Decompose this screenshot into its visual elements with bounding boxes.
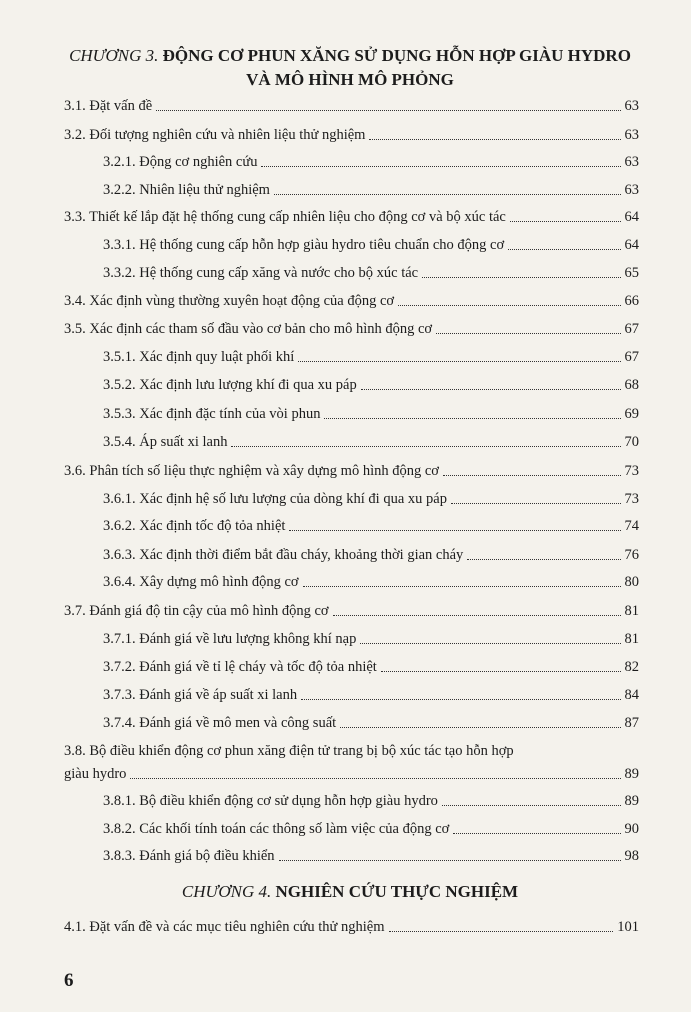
toc-entry-title: 3.2. Đối tượng nghiên cứu và nhiên liệu thử nghiệm — [64, 127, 366, 143]
toc-entry — [103, 818, 639, 838]
toc-entry-title: 3.8.1. Bộ điều khiển động cơ sử dụng hỗn hợp giàu hydro — [103, 793, 438, 809]
chapter-4-title: NGHIÊN CỨU THỰC NGHIỆM — [275, 882, 519, 901]
toc-entry-title: 4.1. Đặt vấn đề và các mục tiêu nghiên cứu thử nghiệm — [64, 919, 385, 935]
leader-dots — [508, 248, 620, 250]
leader-dots — [389, 930, 614, 932]
leader-dots — [333, 614, 621, 616]
leader-dots — [231, 445, 620, 447]
chapter-3-label: CHƯƠNG 3. — [69, 46, 159, 65]
page-number: 6 — [64, 970, 74, 991]
toc-entry — [103, 431, 639, 451]
toc-entry-page: 76 — [624, 547, 639, 563]
toc-entry-3-8-line1: 3.8. Bộ điều khiển động cơ phun xăng điện tử trang bị bộ xúc tác tạo hỗn hợp — [64, 743, 514, 759]
chapter-4-label: CHƯƠNG 4. — [181, 882, 272, 901]
toc-entry-page: 67 — [624, 321, 639, 337]
toc-entry — [103, 374, 639, 394]
leader-dots — [451, 502, 621, 504]
toc-entry-page: 64 — [624, 237, 639, 253]
toc-entry — [103, 151, 639, 171]
toc-entry-page: 63 — [624, 154, 639, 170]
toc-entry — [103, 346, 639, 366]
leader-dots — [422, 276, 620, 278]
leader-dots — [340, 726, 620, 728]
toc-entry-title: 3.6. Phân tích số liệu thực nghiệm và xây dựng mô hình động cơ — [64, 463, 439, 479]
toc-entry-title: 3.8.2. Các khối tính toán các thông số làm việc của động cơ — [103, 821, 450, 837]
toc-entry-title: 3.6.4. Xây dựng mô hình động cơ — [103, 574, 299, 590]
toc-entry-page: 73 — [624, 491, 639, 507]
toc-entry — [103, 628, 639, 648]
toc-entry — [103, 712, 639, 732]
toc-entry-title: 3.8.3. Đánh giá bộ điều khiển — [103, 848, 275, 864]
toc-entry-title: 3.7. Đánh giá độ tin cậy của mô hình động cơ — [64, 603, 329, 619]
toc-entry — [103, 488, 639, 508]
toc-entry-title: 3.3.2. Hệ thống cung cấp xăng và nước cho bộ xúc tác — [103, 265, 419, 281]
toc-entry — [103, 544, 639, 564]
toc-entry-page: 63 — [624, 98, 639, 114]
toc-entry — [64, 124, 639, 144]
toc-entry-title: 3.5.4. Áp suất xi lanh — [103, 434, 228, 450]
toc-entry-title: giàu hydro — [64, 766, 127, 782]
toc-entry-title: 3.3.1. Hệ thống cung cấp hỗn hợp giàu hydro tiêu chuẩn cho động cơ — [103, 237, 505, 253]
toc-entry — [103, 234, 639, 254]
toc-entry-page: 63 — [624, 127, 639, 143]
chapter-3-title-line1 — [40, 44, 660, 68]
toc-entry — [64, 95, 639, 115]
toc-entry-page: 70 — [624, 434, 639, 450]
toc-entry-page: 69 — [624, 406, 639, 422]
chapter-3-heading — [40, 44, 660, 92]
toc-entry-page: 74 — [624, 518, 639, 534]
toc-entry-title: 3.1. Đặt vấn đề — [64, 98, 153, 114]
leader-dots — [442, 804, 621, 806]
toc-entry-page: 65 — [624, 265, 639, 281]
toc-entry — [103, 790, 639, 810]
toc-entry-page: 101 — [617, 919, 639, 935]
toc-entry-page: 67 — [624, 349, 639, 365]
toc-entry-title: 3.6.3. Xác định thời điểm bắt đầu cháy, khoảng thời gian cháy — [103, 547, 464, 563]
toc-entry-title: 3.5.3. Xác định đặc tính của vòi phun — [103, 406, 321, 422]
toc-entry-title: 3.5.2. Xác định lưu lượng khí đi qua xu páp — [103, 377, 357, 393]
toc-entry — [103, 684, 639, 704]
toc-entry-page: 80 — [624, 574, 639, 590]
toc-entry — [103, 403, 639, 423]
toc-entry-page: 87 — [624, 715, 639, 731]
leader-dots — [369, 138, 620, 140]
toc-entry-page: 81 — [624, 603, 639, 619]
toc-entry-page: 73 — [624, 463, 639, 479]
toc-entry-title: 3.6.2. Xác định tốc độ tỏa nhiệt — [103, 518, 286, 534]
toc-entry-page: 63 — [624, 182, 639, 198]
toc-entry — [64, 460, 639, 480]
chapter-4-heading — [40, 880, 660, 904]
toc-entry-page: 89 — [624, 766, 639, 782]
leader-dots — [361, 388, 621, 390]
leader-dots — [443, 474, 621, 476]
toc-entry — [103, 515, 639, 535]
leader-dots — [510, 220, 621, 222]
leader-dots — [298, 360, 620, 362]
toc-entry — [64, 318, 639, 338]
toc-entry — [64, 763, 639, 783]
toc-entry-page: 81 — [624, 631, 639, 647]
toc-entry — [103, 656, 639, 676]
toc-entry — [64, 290, 639, 310]
toc-entry — [103, 179, 639, 199]
toc-entry-page: 64 — [624, 209, 639, 225]
toc-entry-title: 3.7.4. Đánh giá về mô men và công suất — [103, 715, 337, 731]
toc-entry-title: 3.5.1. Xác định quy luật phối khí — [103, 349, 295, 365]
toc-entry — [103, 845, 639, 865]
toc-entry-page: 66 — [624, 293, 639, 309]
toc-entry — [64, 206, 639, 226]
leader-dots — [156, 109, 620, 111]
toc-entry — [64, 600, 639, 620]
toc-entry-title: 3.2.2. Nhiên liệu thử nghiệm — [103, 182, 270, 198]
leader-dots — [467, 558, 620, 560]
toc-entry-title: 3.4. Xác định vùng thường xuyên hoạt động của động cơ — [64, 293, 395, 309]
leader-dots — [324, 417, 620, 419]
leader-dots — [303, 585, 621, 587]
toc-entry-title: 3.3. Thiết kế lắp đặt hệ thống cung cấp nhiên liệu cho động cơ và bộ xúc tác — [64, 209, 506, 225]
leader-dots — [398, 304, 620, 306]
leader-dots — [436, 332, 620, 334]
toc-entry-page: 89 — [624, 793, 639, 809]
toc-entry — [103, 571, 639, 591]
toc-entry-page: 68 — [624, 377, 639, 393]
chapter-3-title: ĐỘNG CƠ PHUN XĂNG SỬ DỤNG HỖN HỢP GIÀU HYDRO — [162, 46, 631, 65]
leader-dots — [381, 670, 621, 672]
toc-entry-title: 3.7.1. Đánh giá về lưu lượng không khí nạp — [103, 631, 357, 647]
toc-entry — [64, 916, 639, 936]
toc-entry-title: 3.5. Xác định các tham số đầu vào cơ bản cho mô hình động cơ — [64, 321, 433, 337]
leader-dots — [261, 165, 620, 167]
toc-entry-title: 3.7.3. Đánh giá về áp suất xi lanh — [103, 687, 298, 703]
toc-entry-page: 90 — [624, 821, 639, 837]
leader-dots — [274, 193, 621, 195]
toc-entry — [103, 262, 639, 282]
leader-dots — [301, 698, 620, 700]
leader-dots — [289, 529, 620, 531]
toc-entry-page: 98 — [624, 848, 639, 864]
leader-dots — [130, 777, 620, 779]
toc-entry-title: 3.6.1. Xác định hệ số lưu lượng của dòng khí đi qua xu páp — [103, 491, 447, 507]
toc-entry-page: 82 — [624, 659, 639, 675]
toc-entry-title: 3.2.1. Động cơ nghiên cứu — [103, 154, 258, 170]
leader-dots — [453, 832, 620, 834]
toc-entry-title: 3.7.2. Đánh giá về tỉ lệ cháy và tốc độ tỏa nhiệt — [103, 659, 377, 675]
toc-entry-page: 84 — [624, 687, 639, 703]
chapter-3-title-line2: VÀ MÔ HÌNH MÔ PHỎNG — [246, 70, 454, 89]
leader-dots — [279, 859, 621, 861]
leader-dots — [360, 642, 620, 644]
